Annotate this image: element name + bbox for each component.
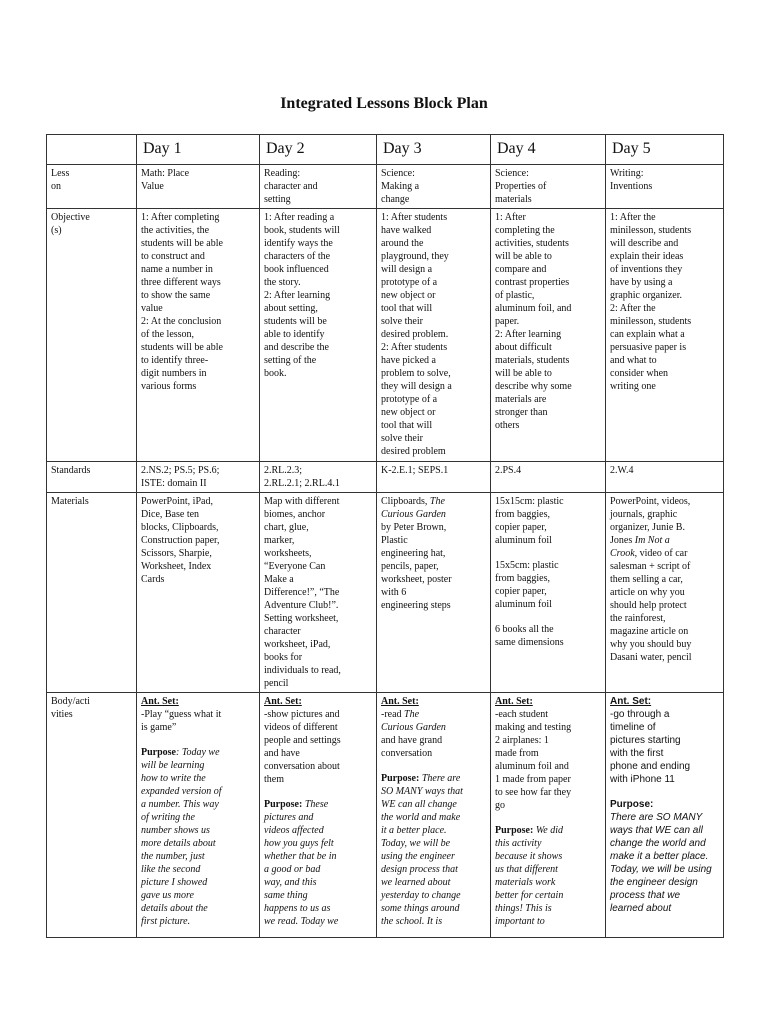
lesson-cell: Math: Place Value bbox=[137, 164, 260, 208]
day-header: Day 5 bbox=[606, 135, 724, 165]
day-header: Day 1 bbox=[137, 135, 260, 165]
page-title: Integrated Lessons Block Plan bbox=[280, 95, 488, 112]
purpose-text: These pictures and videos affected how you guys felt whether that be in a good or bad way, and this same thing happens to us as we read. Today we bbox=[264, 798, 339, 927]
materials-cell: PowerPoint, iPad, Dice, Base ten blocks, Clipboards, Construction paper, Scissors, Sharpie, Worksheet, Index Cards bbox=[137, 492, 260, 692]
purpose-label: Purpose: bbox=[381, 772, 420, 784]
book-title: The Curious Garden bbox=[381, 495, 446, 520]
lesson-cell: Science: Making a change bbox=[377, 164, 491, 208]
body-cell bbox=[137, 692, 260, 937]
row-label-standards: Standards bbox=[47, 461, 137, 492]
ant-set-label: Ant. Set: bbox=[610, 695, 652, 707]
materials-text: 6 books all the same dimensions bbox=[495, 623, 564, 648]
materials-cell: Map with different biomes, anchor chart, glue, marker, worksheets, “Everyone Can Make a Difference!”, “The Adventure Club!”. Setting worksheet, character worksheet, iPad, books for individuals to read, pencil bbox=[260, 492, 377, 692]
materials-text: , video of car salesman + script of them selling a car, article on why you should help protect the rainforest, magazine article on why you should buy Dasani water, pencil bbox=[610, 547, 692, 663]
ant-set-text: -go through a timeline of pictures starting with the first phone and ending with iPhone 11 bbox=[610, 708, 691, 785]
row-label-body: Body/acti vities bbox=[47, 692, 137, 937]
standards-cell: 2.RL.2.3; 2.RL.2.1; 2.RL.4.1 bbox=[260, 461, 377, 492]
materials-text: 15x5cm: plastic from baggies, copier paper, aluminum foil bbox=[495, 559, 559, 610]
lesson-cell: Reading: character and setting bbox=[260, 164, 377, 208]
ant-set-label: Ant. Set: bbox=[495, 695, 533, 707]
row-label-lesson: Less on bbox=[47, 164, 137, 208]
day-header: Day 2 bbox=[260, 135, 377, 165]
ant-set-text: -show pictures and videos of different people and settings and have conversation about them bbox=[264, 708, 341, 785]
body-cell bbox=[491, 692, 606, 937]
purpose-text: There are SO MANY ways that WE can all change the world and make it a better place. Today, we will be using the engineer design process that we learned about yesterday to change some things around the school. It is bbox=[381, 772, 463, 927]
row-label-objective: Objective (s) bbox=[47, 208, 137, 461]
lesson-row bbox=[47, 164, 724, 208]
objective-cell: 1: After completing the activities, students will be able to compare and contrast properties of plastic, aluminum foil, and paper. 2: After learning about difficult materials, students will be able to describe why some materials are stronger than others bbox=[491, 208, 606, 461]
standards-cell: 2.W.4 bbox=[606, 461, 724, 492]
standards-cell: 2.PS.4 bbox=[491, 461, 606, 492]
day-header: Day 4 bbox=[491, 135, 606, 165]
lesson-cell: Writing: Inventions bbox=[606, 164, 724, 208]
standards-cell: K-2.E.1; SEPS.1 bbox=[377, 461, 491, 492]
objective-row bbox=[47, 208, 724, 461]
corner-cell bbox=[47, 135, 137, 165]
ant-set-label: Ant. Set: bbox=[141, 695, 179, 707]
standards-cell: 2.NS.2; PS.5; PS.6; ISTE: domain II bbox=[137, 461, 260, 492]
purpose-label: Purpose: bbox=[264, 798, 303, 810]
objective-cell: 1: After students have walked around the playground, they will design a prototype of a new object or tool that will solve their desired problem. 2: After students have picked a problem to solve, they will design a prototype of a new object or tool that will solve their desired problem bbox=[377, 208, 491, 461]
ant-set-text: -Play “guess what it is game” bbox=[141, 708, 222, 733]
purpose-label: Purpose: bbox=[495, 824, 534, 836]
materials-row bbox=[47, 492, 724, 692]
purpose-text: There are SO MANY ways that WE can all change the world and make it a better place. Today, we will be using the engineer design process that we learned about bbox=[610, 811, 712, 914]
objective-cell: 1: After completing the activities, the students will be able to construct and name a number in three different ways to show the same value 2: At the conclusion of the lesson, students will be able to identify three- digit numbers in various forms bbox=[137, 208, 260, 461]
purpose-text: : Today we will be learning how to write the expanded version of a number. This way of writing the number shows us more details about the number, just like the second picture I showed gave us more details about the first picture. bbox=[141, 746, 222, 927]
body-row bbox=[47, 692, 724, 937]
ant-set-text: -read bbox=[381, 708, 405, 720]
ant-set-text: -each student making and testing 2 airplanes: 1 made from aluminum foil and 1 made from paper to see how far they go bbox=[495, 708, 572, 811]
book-title: Im Not a Crook bbox=[610, 534, 670, 559]
body-cell bbox=[377, 692, 491, 937]
body-cell bbox=[260, 692, 377, 937]
standards-row bbox=[47, 461, 724, 492]
materials-cell bbox=[606, 492, 724, 692]
block-plan-table bbox=[46, 134, 724, 938]
objective-cell: 1: After reading a book, students will identify ways the characters of the book influenced the story. 2: After learning about setting, students will be able to identify and describe the setting of the book. bbox=[260, 208, 377, 461]
materials-cell bbox=[377, 492, 491, 692]
materials-text: by Peter Brown, Plastic engineering hat, pencils, paper, worksheet, poster with 6 engineering steps bbox=[381, 521, 452, 611]
day-header: Day 3 bbox=[377, 135, 491, 165]
body-cell bbox=[606, 692, 724, 937]
header-row bbox=[47, 135, 724, 165]
ant-set-label: Ant. Set: bbox=[264, 695, 302, 707]
objective-cell: 1: After the minilesson, students will describe and explain their ideas of inventions they have by using a graphic organizer. 2: After the minilesson, students can explain what a persuasive paper is and what to consider when writing one bbox=[606, 208, 724, 461]
purpose-text: We did this activity because it shows us that different materials work better for certain things! This is important to bbox=[495, 824, 564, 927]
materials-text: Clipboards, bbox=[381, 495, 430, 507]
book-title: The Curious Garden bbox=[381, 708, 446, 733]
materials-cell bbox=[491, 492, 606, 692]
purpose-label: Purpose: bbox=[610, 798, 654, 810]
lesson-cell: Science: Properties of materials bbox=[491, 164, 606, 208]
purpose-label: Purpose bbox=[141, 746, 176, 758]
ant-set-label: Ant. Set: bbox=[381, 695, 419, 707]
materials-text: 15x15cm: plastic from baggies, copier paper, aluminum foil bbox=[495, 495, 564, 546]
ant-set-text: and have grand conversation bbox=[381, 734, 443, 759]
row-label-materials: Materials bbox=[47, 492, 137, 692]
materials-text: PowerPoint, videos, journals, graphic organizer, Junie B. Jones bbox=[610, 495, 691, 546]
